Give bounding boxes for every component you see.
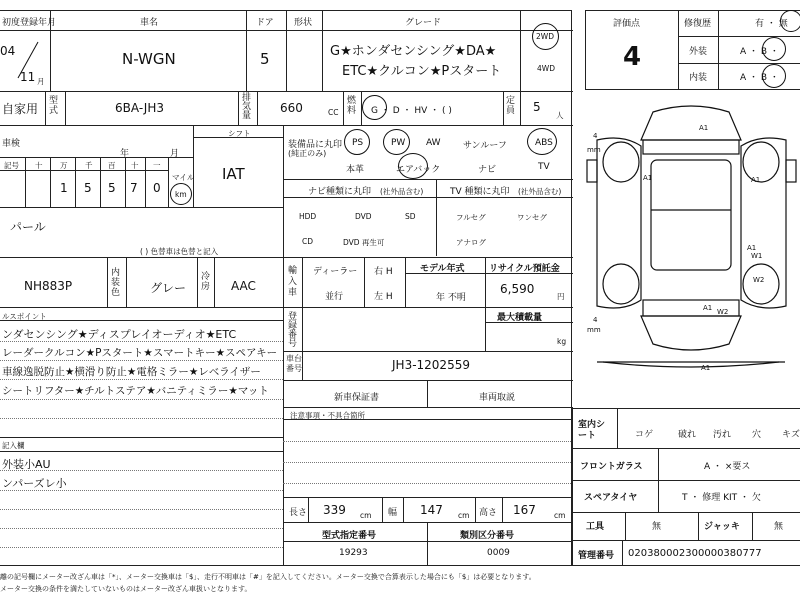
ac-label: 冷房 (201, 272, 211, 292)
width-label: 幅 (388, 508, 398, 518)
mark-a1-left: A1 (643, 174, 653, 182)
car-name-label: 車名 (140, 18, 159, 28)
import-left: 左 H (374, 292, 393, 302)
glass-label: フロントガラス (580, 462, 643, 472)
seat-opt-yabure: 破れ (678, 430, 697, 440)
chassis-number: JH3-1202559 (392, 358, 470, 372)
score-value: 4 (623, 42, 642, 72)
tv-label: TV 種類に丸印 (450, 187, 510, 197)
manual-label: 車両取説 (479, 393, 516, 403)
sales-line-2: レーダークルコン★Pスタート★スマートキー★スペアキー (2, 347, 278, 359)
body-color: パール (10, 220, 46, 234)
sales-points-label: ルスポイント (2, 312, 47, 321)
navi-dvd-play: DVD 再生可 (343, 238, 385, 247)
mileage-digit-1: 1 (60, 181, 68, 195)
length-label: 長さ (289, 508, 308, 518)
ac-type: AAC (231, 279, 256, 293)
reg-year: 04 (0, 44, 16, 58)
inspector-line-1: 外装小AU (2, 458, 51, 471)
length-value: 339 (323, 503, 346, 517)
navi-dvd: DVD (355, 212, 372, 221)
equipment-leather: 本革 (346, 165, 365, 175)
interior-color: グレー (150, 281, 187, 295)
mileage-digit-5: 0 (153, 181, 161, 195)
shaken-month-unit: 月 (170, 149, 180, 159)
mark-a1-rear: A1 (703, 304, 713, 312)
door-label: ドア (256, 18, 274, 28)
glass-value: A ・ ×要ス (704, 462, 751, 472)
navi-label: ナビ種類に丸印 (308, 187, 372, 197)
equipment-tv: TV (538, 162, 550, 172)
equipment-pw: PW (391, 138, 406, 148)
mm-bottom: mm (587, 326, 601, 334)
abs-circle (527, 128, 557, 155)
equipment-sunroof: サンルーフ (463, 141, 507, 151)
height-cm: cm (554, 511, 566, 520)
class-num-label: 類別区分番号 (460, 531, 515, 541)
exterior-value: A ・ B ・ (740, 47, 779, 57)
repair-none-circle (780, 10, 800, 32)
type-num: 19293 (339, 548, 368, 558)
digit-label-0: 十 (35, 161, 43, 170)
doors: 5 (260, 50, 270, 68)
reg-number-label: 登録番号 (288, 312, 298, 349)
shift-label: シフト (228, 129, 251, 138)
mark-a1-bottom: A1 (701, 364, 711, 372)
mark-w1: W1 (751, 252, 763, 260)
cc-unit: CC (328, 108, 339, 117)
car-name: N-WGN (122, 50, 176, 68)
model-code: 6BA-JH3 (115, 101, 165, 115)
tv-fullseg: フルセグ (456, 213, 486, 222)
width-value: 147 (420, 503, 443, 517)
seat-opt-yogore: 汚れ (713, 430, 732, 440)
type-num-label: 型式指定番号 (322, 531, 377, 541)
sales-line-4: シートリフター★チルトステア★バニティミラー★マット (2, 385, 269, 397)
drive-2wd: 2WD (536, 32, 554, 41)
reg-month-unit: 月 (37, 77, 45, 86)
tools-label: 工具 (586, 522, 605, 532)
recycle-amount: 6,590 (500, 282, 535, 296)
mm-top: mm (587, 146, 601, 154)
maxload-label: 最大積載量 (497, 313, 543, 323)
shaken-label: 車検 (2, 139, 21, 149)
jack-value: 無 (774, 522, 784, 532)
seat-label: 室内シート (578, 420, 606, 441)
equipment-label: 装備品に丸印 (288, 140, 343, 150)
tools-value: 無 (652, 522, 662, 532)
sales-line-1: ンダセンシング★ディスプレイオーディオ★ETC (2, 328, 237, 341)
mgmt-value: 020380002300000380777 (628, 548, 762, 559)
digit-label-1: 万 (60, 161, 68, 170)
fuel-options: G ・ D ・ HV ・ ( ) (371, 106, 452, 116)
reg-label: 初度登録年月 (2, 18, 57, 28)
model-year-value: 年 不明 (436, 293, 466, 303)
footer-line-2: メーター交換の条件を満たしていないものはメーター改ざん車扱いとなります。 (0, 585, 252, 593)
digit-label-2: 千 (85, 161, 93, 170)
equipment-navi: ナビ (478, 165, 497, 175)
reg-month: 11 (20, 70, 36, 84)
mileage-digit-3: 5 (108, 181, 116, 195)
car-damage-diagram (583, 100, 800, 400)
airbag-circle (398, 153, 428, 179)
navi-sd: SD (405, 212, 416, 221)
seat-opt-kizu: キズ (782, 430, 800, 440)
equipment-airbag: エアバック (396, 165, 441, 175)
equipment-abs: ABS (535, 138, 553, 148)
repair-label: 修復歴 (684, 19, 712, 29)
km-label: km (175, 190, 187, 199)
mileage-digit-4: 7 (130, 181, 138, 195)
score-label: 評価点 (613, 19, 641, 29)
kigo-label: 記号 (4, 161, 19, 170)
digit-label-5: 一 (153, 161, 161, 170)
grade-label: グレード (405, 18, 442, 28)
inspector-label: 記入欄 (2, 441, 25, 450)
mgmt-label: 管理番号 (578, 551, 615, 561)
interior-b-circle (762, 64, 786, 88)
grade-line-2: ETC★クルコン★Pスタート (342, 64, 502, 79)
spare-value: T ・ 修理 KIT ・ 欠 (682, 493, 761, 503)
capacity-unit: 人 (556, 111, 564, 120)
mark-a1-right: A1 (751, 176, 761, 184)
displacement-label: 排気量 (242, 93, 252, 121)
import-label: 輸入車 (288, 266, 298, 298)
model-year-label: モデル年式 (420, 264, 465, 274)
tv-sub: (社外品含む) (518, 187, 562, 196)
interior-score-label: 内装 (689, 73, 708, 83)
displacement: 660 (280, 101, 303, 115)
use-type: 自家用 (2, 102, 39, 116)
import-right: 右 H (374, 267, 393, 277)
tv-analog: アナログ (456, 238, 486, 247)
interior-score-value: A ・ B ・ (740, 73, 779, 83)
ps-circle (344, 129, 370, 155)
seat-opt-koge: コゲ (635, 430, 654, 440)
interior-label: 内装色 (111, 268, 121, 298)
exterior-label: 外装 (689, 47, 708, 57)
footer-line-1: 離の記号欄にメーター改ざん車は「*」、メーター交換車は「$」、走行不明車は「#」を記入してください。メーター交換で合算表示した場合にも「$」は必要となります。 (0, 573, 536, 581)
num4-top: 4 (593, 132, 598, 140)
mark-w2-rear: W2 (717, 308, 729, 316)
navi-cd: CD (302, 237, 314, 246)
spare-label: スペアタイヤ (584, 493, 638, 503)
length-cm: cm (360, 511, 372, 520)
mark-a1-top: A1 (699, 124, 709, 132)
yen-unit: 円 (557, 292, 565, 301)
mileage-digit-2: 5 (84, 181, 92, 195)
color-note: ( ) 色替車は色替と記入 (140, 247, 219, 256)
import-parallel: 並行 (325, 292, 344, 302)
equipment-sublabel: (純正のみ) (288, 149, 327, 158)
shift-value: IAT (222, 165, 245, 183)
capacity-label: 定員 (506, 96, 516, 116)
height-label: 高さ (479, 508, 498, 518)
digit-label-4: 十 (131, 161, 139, 170)
equipment-ps: PS (352, 138, 364, 148)
model-label: 型式 (49, 96, 59, 116)
chassis-label: 車台番号 (286, 354, 302, 373)
seat-opt-ana: 穴 (752, 430, 762, 440)
pw-circle (383, 129, 410, 155)
notes-label: 注意事項・不具合箇所 (290, 411, 365, 420)
color-code: NH883P (24, 279, 73, 293)
mark-a1-mid: A1 (747, 244, 757, 252)
mark-w2-right: W2 (753, 276, 765, 284)
equipment-aw: AW (426, 138, 441, 148)
jack-label: ジャッキ (704, 522, 740, 532)
import-dealer: ディーラー (313, 267, 358, 277)
exterior-b-circle (762, 37, 786, 61)
class-num: 0009 (487, 548, 510, 558)
inspector-line-2: ンパーズレ小 (2, 477, 67, 490)
capacity: 5 (533, 100, 541, 114)
fuel-label: 燃料 (347, 96, 357, 116)
width-cm: cm (458, 511, 470, 520)
drive-4wd: 4WD (537, 64, 555, 73)
num4-bottom: 4 (593, 316, 598, 324)
recycle-label: リサイクル預託金 (489, 264, 560, 274)
grade-line-1: G★ホンダセンシング★DA★ (330, 44, 497, 59)
shaken-year-unit: 年 (120, 149, 130, 159)
shape-label: 形状 (294, 18, 313, 28)
tv-oneseg: ワンセグ (517, 213, 547, 222)
kg-unit: kg (557, 337, 567, 346)
sales-line-3: 車線逸脱防止★横滑り防止★電格ミラー★レベライザー (2, 366, 261, 378)
navi-sub: (社外品含む) (380, 187, 424, 196)
digit-label-3: 百 (108, 161, 116, 170)
repair-value: 有 ・ 無 (755, 19, 788, 29)
mile-label: マイル (172, 173, 195, 182)
height-value: 167 (513, 503, 536, 517)
warranty-label: 新車保証書 (334, 393, 380, 403)
navi-hdd: HDD (299, 212, 317, 221)
